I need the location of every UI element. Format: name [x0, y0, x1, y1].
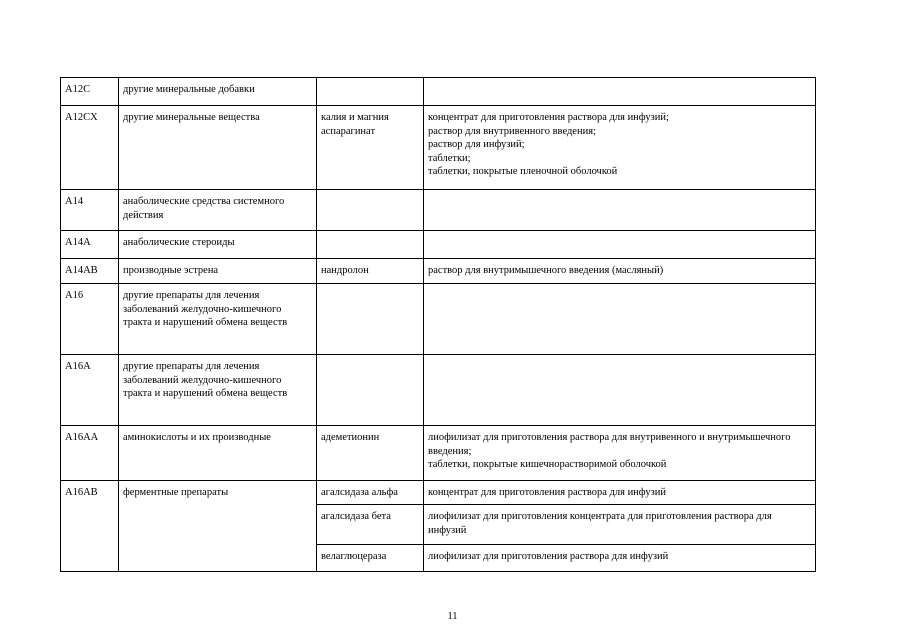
drug-name-cell: калия и магния аспарагинат: [317, 106, 424, 190]
table-row: [61, 426, 816, 481]
dosage-forms-cell: [424, 545, 816, 572]
atc-code-cell: A12C: [61, 78, 119, 106]
table-row: [61, 231, 816, 259]
dosage-form: таблетки, покрытые пленочной оболочкой: [428, 166, 618, 177]
dosage-forms-cell: [424, 259, 816, 284]
dosage-forms-cell: [424, 106, 816, 190]
drug-name-cell: [317, 190, 424, 231]
drug-name-cell: [317, 231, 424, 259]
atc-code-cell: A14A: [61, 231, 119, 259]
drug-name-cell: нандролон: [317, 259, 424, 284]
dosage-form: раствор для внутримышечного введения (масляный): [428, 265, 664, 276]
dosage-form: раствор для внутривенного введения;: [428, 125, 596, 137]
drug-name-cell: [317, 284, 424, 355]
dosage-forms-cell: [424, 190, 816, 231]
atc-code-cell: A14AB: [61, 259, 119, 284]
dosage-form: лиофилизат для приготовления раствора для инфузий: [428, 551, 669, 562]
atc-code-cell: A16AB: [61, 481, 119, 572]
atc-group-cell: анаболические средства системного действия: [119, 190, 317, 231]
drug-list-table: [60, 77, 816, 572]
atc-code-cell: A16: [61, 284, 119, 355]
drug-name-cell: агалсидаза альфа: [317, 481, 424, 505]
drug-name-cell: велаглюцераза: [317, 545, 424, 572]
dosage-forms-cell: [424, 426, 816, 481]
atc-code-cell: A14: [61, 190, 119, 231]
atc-group-cell: производные эстрена: [119, 259, 317, 284]
atc-code-cell: A16A: [61, 355, 119, 426]
drug-name-cell: [317, 78, 424, 106]
dosage-form: таблетки;: [428, 152, 471, 164]
table-row: [61, 106, 816, 190]
dosage-forms-cell: [424, 355, 816, 426]
dosage-form: концентрат для приготовления раствора для инфузий;: [428, 112, 669, 123]
dosage-form: раствор для инфузий;: [428, 139, 525, 150]
table-row: [61, 481, 816, 505]
atc-group-cell: другие препараты для лечения заболеваний желудочно-кишечного тракта и нарушений обмена веществ: [119, 355, 317, 426]
drug-name-cell: агалсидаза бета: [317, 505, 424, 545]
dosage-form: концентрат для приготовления раствора для инфузий: [428, 487, 666, 498]
dosage-form: лиофилизат для приготовления раствора для внутривенного и внутримышечного введения;: [428, 432, 791, 457]
dosage-form: таблетки, покрытые кишечнорастворимой оболочкой: [428, 459, 667, 470]
atc-group-cell: другие минеральные вещества: [119, 106, 317, 190]
table-row: [61, 259, 816, 284]
dosage-forms-cell: [424, 78, 816, 106]
atc-group-cell: другие минеральные добавки: [119, 78, 317, 106]
table-row: [61, 284, 816, 355]
atc-group-cell: другие препараты для лечения заболеваний желудочно-кишечного тракта и нарушений обмена веществ: [119, 284, 317, 355]
dosage-form: лиофилизат для приготовления концентрата для приготовления раствора для инфузий: [428, 511, 772, 536]
drug-list-table-container: [60, 77, 815, 572]
page-number: 11: [447, 611, 458, 622]
atc-code-cell: A12CX: [61, 106, 119, 190]
atc-group-cell: анаболические стероиды: [119, 231, 317, 259]
table-row: [61, 355, 816, 426]
dosage-forms-cell: [424, 505, 816, 545]
dosage-forms-cell: [424, 481, 816, 505]
table-row: [61, 190, 816, 231]
atc-group-cell: ферментные препараты: [119, 481, 317, 572]
drug-name-cell: [317, 355, 424, 426]
table-row: [61, 78, 816, 106]
drug-name-cell: адеметионин: [317, 426, 424, 481]
dosage-forms-cell: [424, 284, 816, 355]
dosage-forms-cell: [424, 231, 816, 259]
atc-group-cell: аминокислоты и их производные: [119, 426, 317, 481]
atc-code-cell: A16AA: [61, 426, 119, 481]
